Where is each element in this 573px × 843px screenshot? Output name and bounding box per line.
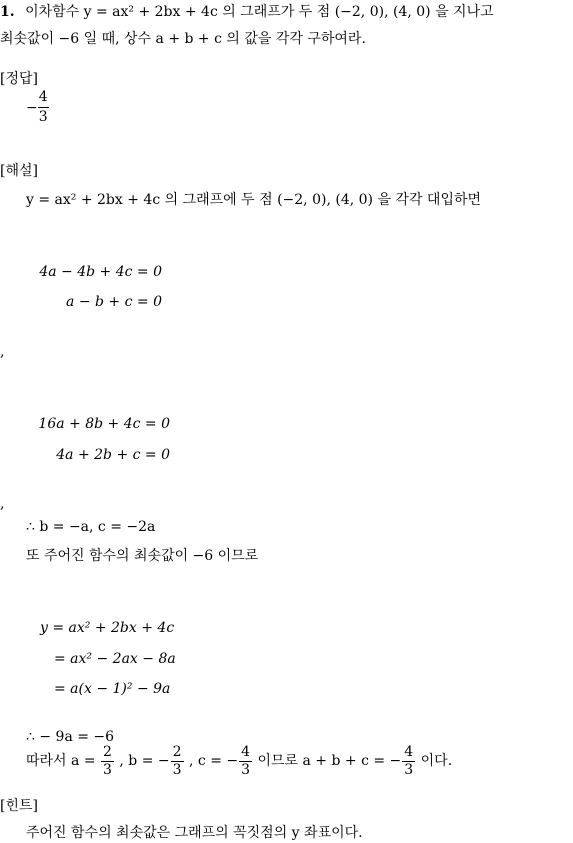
statement-line: 또 주어진 함수의 최솟값이 −6 이므로: [26, 548, 259, 564]
final-prefix: 따라서 a =: [26, 753, 96, 770]
fraction-sum-num: 4: [404, 744, 414, 760]
problem-line-1: 이차함수 y = ax² + 2bx + 4c 의 그래프가 두 점 (−2, 0), (4, 0) 을 지나고: [25, 4, 494, 20]
answer-heading: [정답]: [0, 71, 38, 87]
derivation-line-2: = ax² − 2ax − 8a: [54, 651, 176, 667]
derivation-line-1: y = ax² + 2bx + 4c: [40, 620, 175, 636]
fraction-b-den: 3: [172, 761, 182, 778]
therefore-line-2: ∴ − 9a = −6: [26, 729, 115, 745]
system1-eq2: a − b + c = 0: [66, 294, 162, 310]
fraction-b: [171, 745, 184, 777]
system2-comma: ,: [0, 496, 5, 512]
solution-intro: y = ax² + 2bx + 4c 의 그래프에 두 점 (−2, 0), (4, 0) 을 각각 대입하면: [26, 192, 482, 208]
system2-eq1: 16a + 8b + 4c = 0: [38, 416, 170, 432]
fraction-c-den: 3: [241, 761, 251, 778]
system1-comma: ,: [0, 344, 5, 360]
fraction-sum-den: 3: [404, 761, 414, 778]
final-sep-c: , c = −: [189, 753, 239, 770]
answer-value: [26, 90, 49, 126]
derivation-line-3: = a(x − 1)² − 9a: [54, 681, 171, 697]
final-sep-b: , b = −: [119, 753, 170, 770]
answer-denominator: 3: [38, 109, 48, 126]
fraction-a-num: 2: [103, 744, 112, 760]
problem-number: 1.: [0, 4, 15, 20]
fraction-c-num: 4: [241, 744, 251, 760]
answer-sign: −: [26, 99, 38, 116]
system2-eq2: 4a + 2b + c = 0: [56, 447, 170, 463]
answer-fraction: [38, 90, 49, 126]
therefore-line-1: ∴ b = −a, c = −2a: [26, 519, 156, 535]
problem-statement: [0, 5, 494, 19]
final-line: [26, 745, 452, 777]
final-mid: 이므로 a + b + c = −: [257, 753, 402, 770]
problem-line-2: 최솟값이 −6 일 때, 상수 a + b + c 의 값을 각각 구하여라.: [0, 31, 366, 47]
hint-text: 주어진 함수의 최솟값은 그래프의 꼭짓점의 y 좌표이다.: [26, 825, 363, 841]
fraction-c: [239, 745, 252, 777]
system1-eq1: 4a − 4b + 4c = 0: [39, 264, 162, 280]
hint-heading: [힌트]: [0, 798, 38, 814]
fraction-a-den: 3: [103, 761, 112, 778]
answer-numerator: 4: [38, 90, 49, 108]
solution-heading: [해설]: [0, 163, 38, 179]
fraction-sum: [402, 745, 415, 777]
fraction-a: [101, 745, 114, 777]
fraction-b-num: 2: [172, 744, 182, 760]
final-suffix: 이다.: [420, 753, 453, 770]
